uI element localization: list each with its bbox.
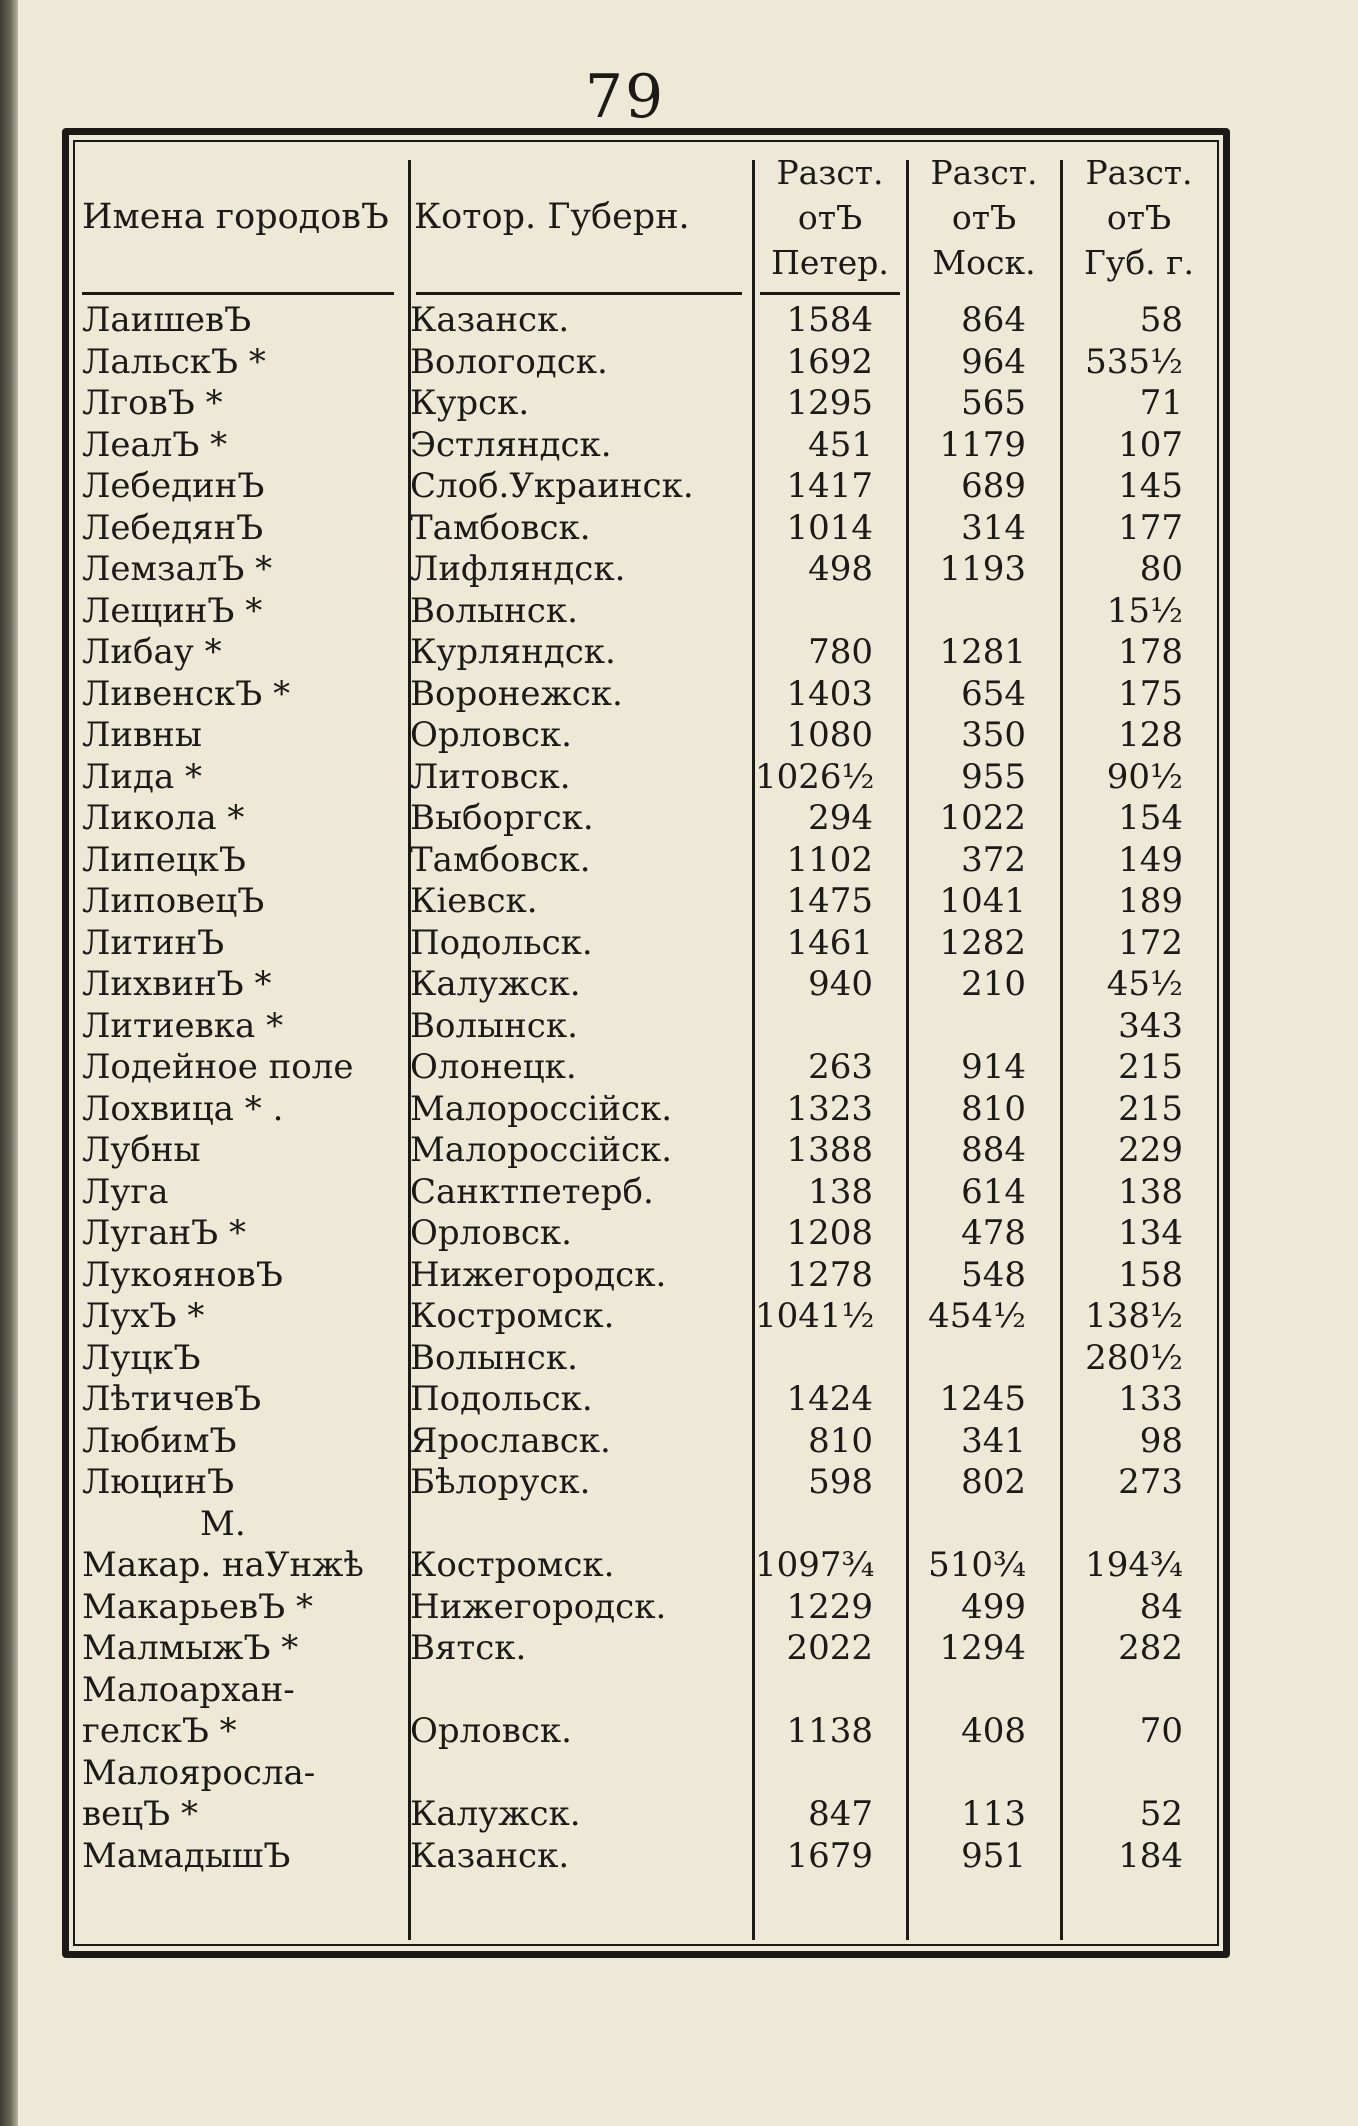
table-row — [80, 1670, 1220, 1753]
table-row — [80, 798, 1220, 840]
table-row — [80, 1130, 1220, 1172]
distance-petersburg: 1388 — [786, 1130, 873, 1170]
table-row — [80, 1213, 1220, 1255]
table-row — [80, 1296, 1220, 1338]
city-name: ЛухЪ * — [82, 1296, 205, 1336]
governorate: Тамбовск. — [410, 507, 591, 548]
city-name: ЛаишевЪ — [82, 300, 252, 340]
governorate: Костромск. — [410, 1296, 615, 1336]
governorate: Выборгск. — [410, 798, 594, 838]
governorate: Слоб.Украинск. — [410, 466, 694, 506]
governorate: Орловск. — [410, 1711, 572, 1751]
table-row — [80, 1172, 1220, 1214]
distance-petersburg: 1475 — [786, 881, 873, 921]
governorate: Нижегородск. — [410, 1586, 667, 1627]
city-name: Ливны — [82, 715, 202, 755]
distance-gubernia: 280½ — [1085, 1337, 1183, 1378]
distance-gubernia: 158 — [1118, 1254, 1183, 1295]
distance-moscow: 1022 — [939, 798, 1026, 838]
distance-gubernia: 133 — [1118, 1379, 1183, 1419]
distance-gubernia: 177 — [1118, 507, 1183, 548]
distance-moscow: 350 — [961, 715, 1026, 755]
distance-moscow: 341 — [961, 1420, 1026, 1461]
book-binding-edge — [0, 0, 18, 2126]
table-row — [80, 383, 1220, 425]
distance-gubernia: 107 — [1118, 424, 1183, 465]
governorate: Подольск. — [410, 922, 593, 963]
distance-gubernia: 229 — [1118, 1130, 1183, 1170]
city-name: МалмыжЪ * — [82, 1628, 299, 1668]
city-name: ЛюцинЪ — [82, 1462, 235, 1502]
header-rule — [416, 292, 742, 295]
distance-moscow: 1281 — [939, 632, 1026, 672]
distance-petersburg: 1014 — [786, 507, 873, 548]
governorate: Подольск. — [410, 1379, 593, 1419]
governorate: Литовск. — [410, 756, 571, 797]
distance-petersburg: 263 — [808, 1047, 873, 1087]
distance-moscow: 1041 — [939, 881, 1026, 921]
distance-petersburg: 1584 — [786, 300, 873, 340]
distance-gubernia: 189 — [1118, 881, 1183, 921]
city-name: МамадышЪ — [82, 1835, 291, 1876]
governorate: Малороссійск. — [410, 1088, 673, 1129]
distance-moscow: 864 — [961, 300, 1026, 340]
city-name: Макар. наУнжѣ — [82, 1545, 364, 1585]
city-name: ЛюбимЪ — [82, 1420, 237, 1461]
distance-moscow: 210 — [961, 964, 1026, 1004]
city-name: Лохвица * . — [82, 1088, 284, 1129]
distance-gubernia: 45½ — [1106, 964, 1183, 1004]
distance-petersburg: 1097¾ — [755, 1545, 875, 1585]
city-name: Лодейное поле — [82, 1047, 354, 1087]
governorate: Казанск. — [410, 1835, 570, 1876]
distance-petersburg: 1229 — [786, 1586, 873, 1627]
table-row — [80, 715, 1220, 757]
table-row — [80, 840, 1220, 882]
distance-gubernia: 71 — [1139, 383, 1183, 423]
governorate: Курск. — [410, 383, 530, 423]
city-name: Либау * — [82, 632, 222, 672]
distance-moscow: 884 — [961, 1130, 1026, 1170]
header-governorate: Котор. Губерн. — [414, 197, 690, 237]
table-row — [80, 1462, 1220, 1504]
distance-moscow: 1245 — [939, 1379, 1026, 1419]
distance-moscow: 1294 — [939, 1628, 1026, 1668]
city-name: Лубны — [82, 1130, 201, 1170]
distance-gubernia: 194¾ — [1085, 1545, 1183, 1585]
distance-gubernia: 273 — [1118, 1462, 1183, 1502]
table-row — [80, 964, 1220, 1006]
governorate: Олонецк. — [410, 1047, 577, 1087]
table-row — [80, 1379, 1220, 1421]
distance-gubernia: 80 — [1139, 549, 1183, 589]
governorate: Орловск. — [410, 715, 572, 755]
header-rule — [760, 292, 900, 295]
distance-petersburg: 1424 — [786, 1379, 873, 1419]
table-row — [80, 1047, 1220, 1089]
distance-petersburg: 1138 — [786, 1711, 873, 1751]
governorate: Нижегородск. — [410, 1254, 667, 1295]
governorate: Калужск. — [410, 1794, 581, 1834]
distance-gubernia: 15½ — [1106, 590, 1183, 631]
distance-gubernia: 184 — [1118, 1835, 1183, 1876]
distance-petersburg: 598 — [808, 1462, 873, 1502]
table-row — [80, 1338, 1220, 1380]
distance-gubernia: 84 — [1139, 1586, 1183, 1627]
distance-moscow: 565 — [961, 383, 1026, 423]
distance-gubernia: 128 — [1118, 715, 1183, 755]
distance-petersburg: 1403 — [786, 673, 873, 714]
city-name: МакарьевЪ * — [82, 1586, 313, 1627]
city-name: ЛѣтичевЪ — [82, 1379, 262, 1419]
distance-petersburg: 1208 — [786, 1213, 873, 1253]
table-row — [80, 1753, 1220, 1836]
city-name: Малояросла- вецЪ * — [82, 1752, 316, 1834]
city-name: ЛуганЪ * — [82, 1213, 246, 1253]
city-name: Лида * — [82, 756, 203, 797]
distance-petersburg: 451 — [808, 424, 873, 465]
distance-petersburg: 1026½ — [755, 756, 875, 797]
header-rule — [82, 292, 394, 295]
distance-moscow: 951 — [961, 1835, 1026, 1876]
distance-gubernia: 138 — [1118, 1171, 1183, 1212]
city-name: ЛальскЪ * — [82, 341, 266, 382]
governorate: Вятск. — [410, 1628, 527, 1668]
distance-moscow: 1282 — [939, 922, 1026, 963]
distance-moscow: 548 — [961, 1254, 1026, 1295]
distance-gubernia: 175 — [1118, 673, 1183, 714]
table-row — [80, 1628, 1220, 1670]
distance-petersburg: 780 — [808, 632, 873, 672]
governorate: Волынск. — [410, 590, 578, 631]
governorate: Воронежск. — [410, 673, 623, 714]
distance-gubernia: 215 — [1118, 1088, 1183, 1129]
distance-moscow: 314 — [961, 507, 1026, 548]
table-row — [80, 1545, 1220, 1587]
city-name: ЛихвинЪ * — [82, 964, 272, 1004]
distance-gubernia: 138½ — [1085, 1296, 1183, 1336]
distance-gubernia: 98 — [1139, 1420, 1183, 1461]
table-row — [80, 1006, 1220, 1048]
distance-moscow: 1179 — [939, 424, 1026, 465]
distance-gubernia: 172 — [1118, 922, 1183, 963]
governorate: Лифляндск. — [410, 549, 626, 589]
governorate: Малороссійск. — [410, 1130, 673, 1170]
governorate: Орловск. — [410, 1213, 572, 1253]
distance-gubernia: 154 — [1118, 798, 1183, 838]
city-name: ЛипецкЪ — [82, 839, 246, 880]
table-row — [80, 674, 1220, 716]
table-row — [80, 300, 1220, 342]
city-name: Ликола * — [82, 798, 245, 838]
city-name: ЛебединЪ — [82, 466, 265, 506]
distance-gubernia: 70 — [1139, 1711, 1183, 1751]
distance-moscow: 914 — [961, 1047, 1026, 1087]
distance-moscow: 499 — [961, 1586, 1026, 1627]
table-row — [80, 342, 1220, 384]
table-row — [80, 1089, 1220, 1131]
distance-petersburg: 1692 — [786, 341, 873, 382]
distance-moscow: 689 — [961, 466, 1026, 506]
governorate: Эстляндск. — [410, 424, 612, 465]
distance-petersburg: 2022 — [786, 1628, 873, 1668]
distance-gubernia: 134 — [1118, 1213, 1183, 1253]
section-letter: М. — [200, 1503, 246, 1544]
governorate: Калужск. — [410, 964, 581, 1004]
distance-gubernia: 282 — [1118, 1628, 1183, 1668]
distance-petersburg: 940 — [808, 964, 873, 1004]
city-name: ЛемзалЪ * — [82, 549, 273, 589]
distance-petersburg: 1278 — [786, 1254, 873, 1295]
distance-gubernia: 149 — [1118, 839, 1183, 880]
governorate: Волынск. — [410, 1005, 578, 1046]
distance-moscow: 372 — [961, 839, 1026, 880]
distance-petersburg: 1041½ — [755, 1296, 875, 1336]
header-from-moscow: Разст. отЪ Моск. — [930, 153, 1038, 282]
table-row — [80, 757, 1220, 799]
header-from-petersburg: Разст. отЪ Петер. — [771, 153, 889, 282]
distance-moscow: 454½ — [928, 1296, 1026, 1336]
table-row — [80, 881, 1220, 923]
distance-petersburg: 1295 — [786, 383, 873, 423]
city-name: Малоархан- гелскЪ * — [82, 1669, 295, 1751]
distance-petersburg: 1679 — [786, 1835, 873, 1876]
governorate: Кіевск. — [410, 881, 538, 921]
distance-gubernia: 90½ — [1106, 756, 1183, 797]
distance-petersburg: 1323 — [786, 1088, 873, 1129]
distance-gubernia: 343 — [1118, 1005, 1183, 1046]
table-row — [80, 508, 1220, 550]
distance-moscow: 408 — [961, 1711, 1026, 1751]
city-name: ЛукояновЪ — [82, 1254, 283, 1295]
table-row — [80, 466, 1220, 508]
table-row — [80, 591, 1220, 633]
distance-moscow: 113 — [961, 1794, 1026, 1834]
city-name: ЛивенскЪ * — [82, 673, 291, 714]
distance-gubernia: 52 — [1139, 1794, 1183, 1834]
header-city-names: Имена городовЪ — [82, 197, 389, 237]
city-name: ЛуцкЪ — [82, 1337, 201, 1378]
city-name: ЛиповецЪ — [82, 881, 265, 921]
distance-petersburg: 810 — [808, 1420, 873, 1461]
distance-gubernia: 145 — [1118, 466, 1183, 506]
governorate: Тамбовск. — [410, 839, 591, 880]
distance-petersburg: 138 — [808, 1171, 873, 1212]
distance-gubernia: 215 — [1118, 1047, 1183, 1087]
governorate: Курляндск. — [410, 632, 616, 672]
distance-moscow: 802 — [961, 1462, 1026, 1502]
table-row — [80, 1421, 1220, 1463]
table-row — [80, 1836, 1220, 1878]
distance-moscow: 955 — [961, 756, 1026, 797]
city-name: ЛебедянЪ — [82, 507, 264, 548]
governorate: Бѣлоруск. — [410, 1462, 591, 1502]
governorate: Волынск. — [410, 1337, 578, 1378]
distance-petersburg: 1461 — [786, 922, 873, 963]
distance-petersburg: 1417 — [786, 466, 873, 506]
distance-gubernia: 535½ — [1085, 341, 1183, 382]
distance-moscow: 654 — [961, 673, 1026, 714]
distance-petersburg: 294 — [808, 798, 873, 838]
table-row — [80, 632, 1220, 674]
table-row — [80, 425, 1220, 467]
distance-moscow: 614 — [961, 1171, 1026, 1212]
city-name: ЛитинЪ — [82, 922, 225, 963]
header-from-gubernia: Разст. отЪ Губ. г. — [1084, 153, 1194, 282]
distance-petersburg: 1080 — [786, 715, 873, 755]
distance-moscow: 510¾ — [928, 1545, 1026, 1585]
governorate: Казанск. — [410, 300, 570, 340]
distance-petersburg: 847 — [808, 1794, 873, 1834]
governorate: Ярославск. — [410, 1420, 611, 1461]
distance-petersburg: 498 — [808, 549, 873, 589]
table-row — [80, 549, 1220, 591]
governorate: Костромск. — [410, 1545, 615, 1585]
distance-gubernia: 178 — [1118, 632, 1183, 672]
city-name: ЛговЪ * — [82, 383, 223, 423]
governorate: Вологодск. — [410, 341, 608, 382]
table-row — [80, 1587, 1220, 1629]
table-row — [80, 923, 1220, 965]
distance-moscow: 1193 — [939, 549, 1026, 589]
city-name: Литиевка * — [82, 1005, 284, 1046]
distance-petersburg: 1102 — [786, 839, 873, 880]
page-number: 79 — [584, 62, 666, 132]
city-name: ЛеалЪ * — [82, 424, 228, 465]
table-row — [80, 1255, 1220, 1297]
table-body — [80, 300, 1220, 1877]
governorate: Санктпетерб. — [410, 1171, 654, 1212]
distance-moscow: 810 — [961, 1088, 1026, 1129]
city-name: Луга — [82, 1171, 169, 1212]
distance-gubernia: 58 — [1139, 300, 1183, 340]
distance-moscow: 964 — [961, 341, 1026, 382]
distance-moscow: 478 — [961, 1213, 1026, 1253]
city-name: ЛещинЪ * — [82, 590, 263, 631]
